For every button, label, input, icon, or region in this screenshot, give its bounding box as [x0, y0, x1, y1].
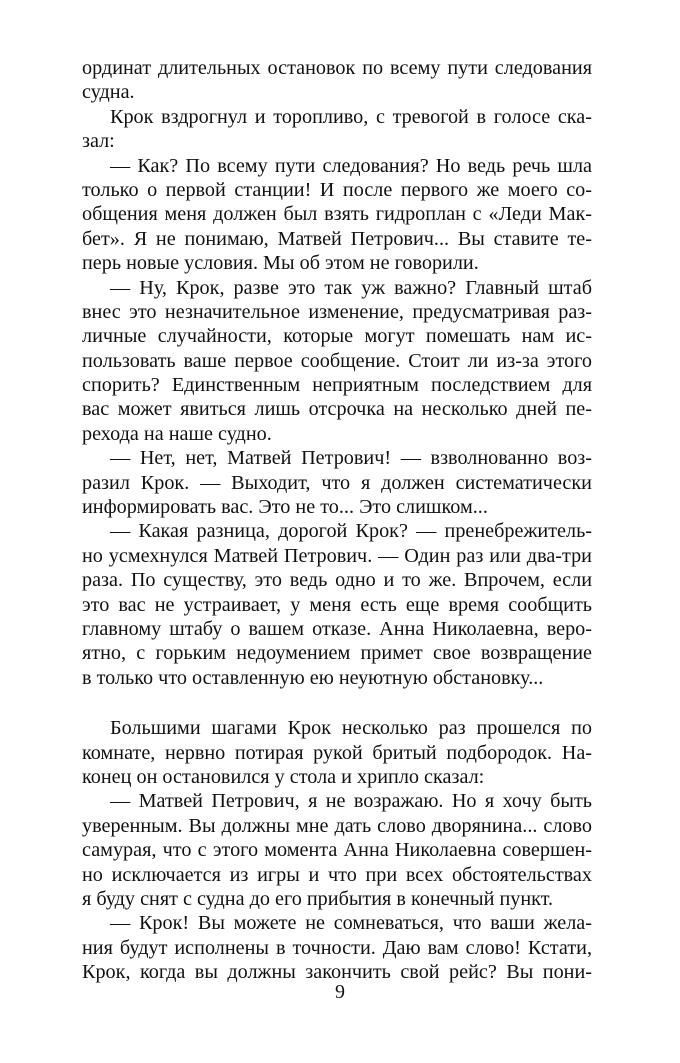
paragraph: [82, 276, 592, 447]
text-line: — Матвей Петрович, я не возражаю. Но я хочу быть: [110, 790, 592, 813]
text-line: в только что оставленную ею неуютную обстановку...: [82, 666, 544, 689]
paragraph: [82, 519, 592, 690]
text-line: но исключается из игры и что при всех обстоятельствах: [82, 863, 592, 886]
paragraph: [82, 789, 592, 911]
text-line: перь новые условия. Мы об этом не говорили.: [82, 252, 479, 275]
text-line: судна.: [82, 81, 135, 104]
text-line: — Нет, нет, Матвей Петрович! — взволнованно воз-: [110, 447, 592, 470]
text-line: ятно, с горьким недоумением примет свое возвращение: [82, 642, 592, 665]
paragraph: [82, 105, 592, 154]
text-line: общения меня должен был взять гидроплан с «Леди Мак-: [82, 203, 592, 226]
text-line: самурая, что с этого момента Анна Николаевна совершен-: [82, 839, 592, 862]
text-line: ния будут исполнены в точности. Даю вам слово! Кстати,: [82, 936, 592, 959]
page-body: [82, 56, 592, 984]
text-line: комнате, нервно потирая рукой бритый подбородок. На-: [82, 741, 592, 764]
text-line: но усмехнулся Матвей Петрович. — Один раз или два-три: [82, 544, 592, 567]
text-line: — Какая разница, дорогой Крок? — пренебрежитель-: [110, 520, 592, 543]
text-line: Крок вздрогнул и торопливо, с тревогой в голосе ска-: [110, 105, 592, 128]
text-line: зал:: [82, 130, 115, 153]
text-line: личные случайности, которые могут помешать нам ис-: [82, 325, 592, 348]
text-line: уверенным. Вы должны мне дать слово дворянина... слово: [82, 814, 592, 837]
text-line: бет». Я не понимаю, Матвей Петрович... Вы ставите те-: [82, 227, 592, 250]
text-line: раза. По существу, это ведь одно и то же. Впрочем, если: [82, 569, 592, 592]
text-line: Большими шагами Крок несколько раз прошелся по: [110, 717, 592, 740]
text-line: — Ну, Крок, разве это так уж важно? Главный штаб: [110, 276, 592, 299]
book-page: [82, 56, 592, 984]
paragraph: [82, 911, 592, 984]
section-break: [82, 690, 592, 716]
text-line: конец он остановился у стола и хрипло сказал:: [82, 765, 485, 788]
text-line: вас может явиться лишь отсрочка на несколько дней пе-: [82, 398, 592, 421]
paragraph: [82, 446, 592, 519]
page-number: 9: [335, 981, 345, 1003]
text-line: главному штабу о вашем отказе. Анна Николаевна, веро-: [82, 617, 592, 640]
text-line: рехода на наше судно.: [82, 422, 272, 445]
paragraph: [82, 154, 592, 276]
text-line: — Как? По всему пути следования? Но ведь речь шла: [110, 154, 592, 177]
text-line: спорить? Единственным неприятным последствием для: [82, 374, 592, 397]
text-line: ординат длительных остановок по всему пути следования: [82, 57, 592, 79]
text-line: пользовать ваше первое сообщение. Стоит ли из-за этого: [82, 349, 592, 372]
text-line: только о первой станции! И после первого же моего со-: [82, 178, 592, 201]
text-line: я буду снят с судна до его прибытия в конечный пункт.: [82, 887, 554, 910]
text-line: информировать вас. Это не то... Это слишком...: [82, 496, 488, 519]
text-line: Крок, когда вы должны закончить свой рейс? Вы пони-: [82, 961, 592, 984]
text-line: это вас не устраивает, у меня есть еще время сообщить: [82, 593, 592, 616]
paragraph: [82, 56, 592, 105]
text-line: разил Крок. — Выходит, что я должен систематически: [82, 471, 592, 494]
text-line: внес это незначительное изменение, предусматривая раз-: [82, 300, 592, 323]
text-line: — Крок! Вы можете не сомневаться, что ваши жела-: [110, 912, 592, 935]
paragraph: [82, 716, 592, 789]
